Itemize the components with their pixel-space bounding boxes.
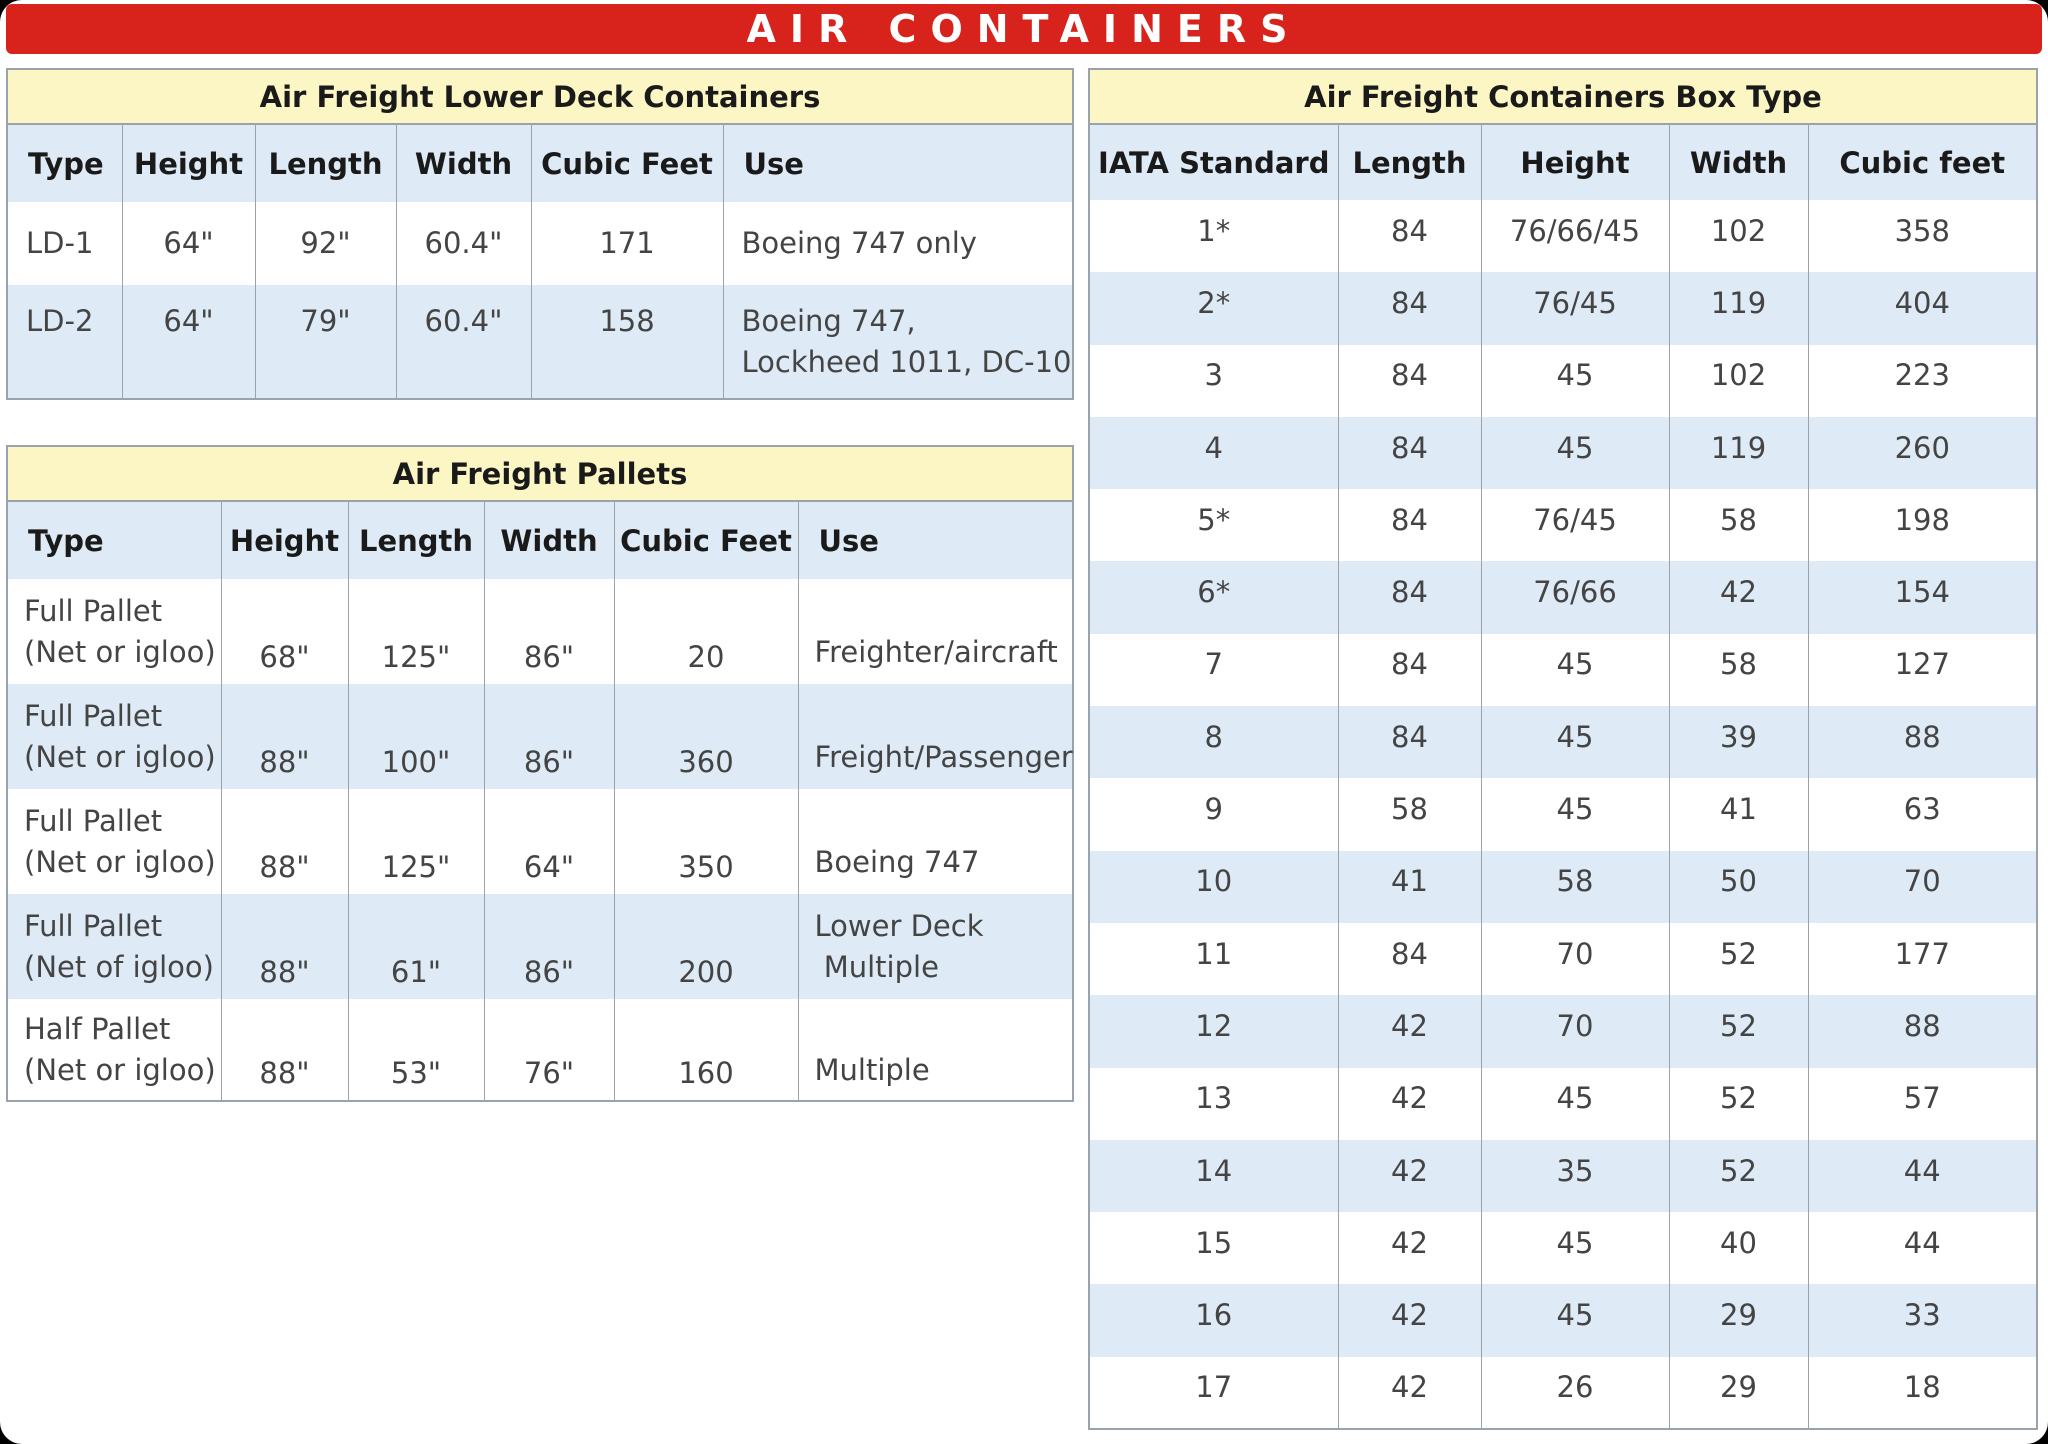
table-row: [1089, 706, 2037, 778]
iata-cell: 9: [1089, 778, 1338, 850]
cubic-cell: 44: [1808, 1140, 2037, 1212]
height-cell: 45: [1481, 1068, 1669, 1140]
cubic-cell: 350: [614, 789, 798, 894]
width-cell: 119: [1669, 272, 1808, 344]
height-cell: 76/66: [1481, 561, 1669, 633]
height-cell: 76/45: [1481, 272, 1669, 344]
type-line: (Net or igloo): [24, 1052, 216, 1087]
page-title: AIR CONTAINERS: [6, 4, 2042, 54]
cubic-cell: 63: [1808, 778, 2037, 850]
length-cell: 53": [348, 999, 484, 1101]
cubic-cell: 358: [1808, 200, 2037, 272]
width-cell: 29: [1669, 1357, 1808, 1429]
use-line: Freight/Passenger: [814, 739, 1073, 774]
table-row: [1089, 561, 2037, 633]
use-cell: [798, 789, 1073, 894]
use-cell: [798, 999, 1073, 1101]
use-line: Lower Deck: [814, 908, 984, 943]
use-cell: [798, 579, 1073, 684]
column-header: Width: [484, 501, 614, 579]
width-cell: 40: [1669, 1212, 1808, 1284]
length-cell: 84: [1338, 200, 1481, 272]
width-cell: 86": [484, 579, 614, 684]
iata-cell: 4: [1089, 417, 1338, 489]
type-cell: [7, 894, 221, 999]
pallets-table: [6, 445, 1074, 1102]
column-header: Height: [1481, 124, 1669, 200]
cubic-cell: 70: [1808, 851, 2037, 923]
table-row: [7, 579, 1073, 684]
height-cell: 88": [221, 789, 348, 894]
width-cell: 119: [1669, 417, 1808, 489]
column-header: Width: [1669, 124, 1808, 200]
width-cell: 60.4": [396, 285, 531, 399]
width-cell: 39: [1669, 706, 1808, 778]
length-cell: 100": [348, 684, 484, 789]
lower-deck-table: [6, 68, 1074, 400]
table-row: [1089, 1284, 2037, 1356]
type-line: (Net or igloo): [24, 739, 216, 774]
type-line: Half Pallet: [24, 1011, 171, 1046]
width-cell: 50: [1669, 851, 1808, 923]
type-line: Full Pallet: [24, 803, 163, 838]
use-cell: [723, 285, 1073, 399]
length-cell: 84: [1338, 706, 1481, 778]
height-cell: 45: [1481, 706, 1669, 778]
type-cell: [7, 999, 221, 1101]
length-cell: 125": [348, 789, 484, 894]
type-line: Full Pallet: [24, 593, 163, 628]
type-line: (Net of igloo): [24, 949, 214, 984]
height-cell: 88": [221, 894, 348, 999]
height-cell: 88": [221, 684, 348, 789]
cubic-cell: 360: [614, 684, 798, 789]
width-cell: 102: [1669, 200, 1808, 272]
length-cell: 42: [1338, 1284, 1481, 1356]
cubic-cell: 177: [1808, 923, 2037, 995]
column-header: Type: [7, 501, 221, 579]
width-cell: 52: [1669, 1140, 1808, 1212]
use-line: Lockheed 1011, DC-10: [741, 345, 1072, 379]
width-cell: 52: [1669, 995, 1808, 1067]
table-row: [7, 894, 1073, 999]
column-header: Use: [798, 501, 1073, 579]
width-cell: 29: [1669, 1284, 1808, 1356]
table-row: [1089, 1212, 2037, 1284]
column-header: Height: [221, 501, 348, 579]
table-caption: Air Freight Containers Box Type: [1089, 69, 2037, 124]
table-row: [1089, 634, 2037, 706]
table-caption: Air Freight Lower Deck Containers: [7, 69, 1073, 124]
cubic-cell: 158: [531, 285, 723, 399]
cubic-cell: 33: [1808, 1284, 2037, 1356]
length-cell: 79": [255, 285, 396, 399]
column-header: Use: [723, 124, 1073, 202]
width-cell: 58: [1669, 634, 1808, 706]
height-cell: 76/45: [1481, 489, 1669, 561]
width-cell: 52: [1669, 1068, 1808, 1140]
column-header: Cubic feet: [1808, 124, 2037, 200]
column-header: Length: [1338, 124, 1481, 200]
cubic-cell: 57: [1808, 1068, 2037, 1140]
width-cell: 58: [1669, 489, 1808, 561]
height-cell: 68": [221, 579, 348, 684]
column-header: Height: [122, 124, 255, 202]
width-cell: 86": [484, 684, 614, 789]
cubic-cell: 198: [1808, 489, 2037, 561]
cubic-cell: 171: [531, 202, 723, 285]
use-line: Freighter/aircraft: [814, 634, 1058, 669]
table-row: [1089, 1140, 2037, 1212]
cubic-cell: 223: [1808, 345, 2037, 417]
table-row: [7, 789, 1073, 894]
iata-cell: 15: [1089, 1212, 1338, 1284]
length-cell: 42: [1338, 1357, 1481, 1429]
iata-cell: 10: [1089, 851, 1338, 923]
height-cell: 45: [1481, 417, 1669, 489]
type-cell: [7, 789, 221, 894]
length-cell: 125": [348, 579, 484, 684]
iata-cell: 7: [1089, 634, 1338, 706]
height-cell: 45: [1481, 1212, 1669, 1284]
column-header: Width: [396, 124, 531, 202]
cubic-cell: 88: [1808, 995, 2037, 1067]
use-line: Boeing 747: [814, 844, 980, 879]
height-cell: 45: [1481, 778, 1669, 850]
column-header: Cubic Feet: [614, 501, 798, 579]
length-cell: 84: [1338, 561, 1481, 633]
table-caption: Air Freight Pallets: [7, 446, 1073, 501]
table-row: [1089, 417, 2037, 489]
length-cell: 42: [1338, 1140, 1481, 1212]
width-cell: 42: [1669, 561, 1808, 633]
table-row: [1089, 1357, 2037, 1429]
table-row: [1089, 272, 2037, 344]
table-row: [1089, 345, 2037, 417]
length-cell: 61": [348, 894, 484, 999]
cubic-cell: 18: [1808, 1357, 2037, 1429]
use-cell: Boeing 747 only: [723, 202, 1073, 285]
length-cell: 42: [1338, 1212, 1481, 1284]
height-cell: 35: [1481, 1140, 1669, 1212]
use-line: Boeing 747,: [741, 304, 916, 338]
table-row: [7, 999, 1073, 1101]
table-row: [1089, 489, 2037, 561]
type-line: Full Pallet: [24, 908, 163, 943]
use-line: Multiple: [814, 949, 939, 984]
type-cell: [7, 684, 221, 789]
use-cell: [798, 684, 1073, 789]
cubic-cell: 160: [614, 999, 798, 1101]
table-row: [7, 684, 1073, 789]
iata-cell: 11: [1089, 923, 1338, 995]
column-header: IATA Standard: [1089, 124, 1338, 200]
use-line: [815, 696, 1073, 737]
cubic-cell: 200: [614, 894, 798, 999]
column-header: Length: [348, 501, 484, 579]
height-cell: 70: [1481, 923, 1669, 995]
height-cell: 45: [1481, 345, 1669, 417]
table-row: [7, 285, 1073, 399]
iata-cell: 1*: [1089, 200, 1338, 272]
cubic-cell: 404: [1808, 272, 2037, 344]
width-cell: 60.4": [396, 202, 531, 285]
table-row: [1089, 200, 2037, 272]
width-cell: 41: [1669, 778, 1808, 850]
cubic-cell: 88: [1808, 706, 2037, 778]
iata-cell: 12: [1089, 995, 1338, 1067]
length-cell: 58: [1338, 778, 1481, 850]
type-line: Full Pallet: [24, 698, 163, 733]
use-line: [815, 801, 1073, 842]
iata-cell: 5*: [1089, 489, 1338, 561]
cubic-cell: 260: [1808, 417, 2037, 489]
width-cell: 64": [484, 789, 614, 894]
type-cell: LD-2: [7, 285, 122, 399]
table-row: [1089, 1068, 2037, 1140]
height-cell: 64": [122, 285, 255, 399]
box-type-table: [1088, 68, 2038, 1430]
length-cell: 84: [1338, 272, 1481, 344]
height-cell: 58: [1481, 851, 1669, 923]
use-cell: [798, 894, 1073, 999]
width-cell: 102: [1669, 345, 1808, 417]
type-cell: LD-1: [7, 202, 122, 285]
iata-cell: 2*: [1089, 272, 1338, 344]
iata-cell: 17: [1089, 1357, 1338, 1429]
cubic-cell: 127: [1808, 634, 2037, 706]
iata-cell: 8: [1089, 706, 1338, 778]
length-cell: 42: [1338, 995, 1481, 1067]
use-line: [815, 1009, 1073, 1050]
height-cell: 76/66/45: [1481, 200, 1669, 272]
table-row: [7, 202, 1073, 285]
iata-cell: 16: [1089, 1284, 1338, 1356]
cubic-cell: 154: [1808, 561, 2037, 633]
cubic-cell: 20: [614, 579, 798, 684]
iata-cell: 14: [1089, 1140, 1338, 1212]
column-header: Type: [7, 124, 122, 202]
height-cell: 64": [122, 202, 255, 285]
length-cell: 84: [1338, 634, 1481, 706]
table-row: [1089, 778, 2037, 850]
table-row: [1089, 923, 2037, 995]
length-cell: 84: [1338, 345, 1481, 417]
length-cell: 84: [1338, 923, 1481, 995]
width-cell: 52: [1669, 923, 1808, 995]
column-header: Cubic Feet: [531, 124, 723, 202]
length-cell: 84: [1338, 417, 1481, 489]
cubic-cell: 44: [1808, 1212, 2037, 1284]
length-cell: 42: [1338, 1068, 1481, 1140]
use-line: [815, 591, 1073, 632]
height-cell: 70: [1481, 995, 1669, 1067]
height-cell: 88": [221, 999, 348, 1101]
length-cell: 84: [1338, 489, 1481, 561]
iata-cell: 6*: [1089, 561, 1338, 633]
type-line: (Net or igloo): [24, 634, 216, 669]
height-cell: 45: [1481, 1284, 1669, 1356]
use-line: Multiple: [814, 1052, 930, 1087]
type-cell: [7, 579, 221, 684]
table-row: [1089, 851, 2037, 923]
length-cell: 41: [1338, 851, 1481, 923]
length-cell: 92": [255, 202, 396, 285]
iata-cell: 3: [1089, 345, 1338, 417]
iata-cell: 13: [1089, 1068, 1338, 1140]
type-line: (Net or igloo): [24, 844, 216, 879]
table-row: [1089, 995, 2037, 1067]
height-cell: 26: [1481, 1357, 1669, 1429]
width-cell: 76": [484, 999, 614, 1101]
width-cell: 86": [484, 894, 614, 999]
column-header: Length: [255, 124, 396, 202]
height-cell: 45: [1481, 634, 1669, 706]
